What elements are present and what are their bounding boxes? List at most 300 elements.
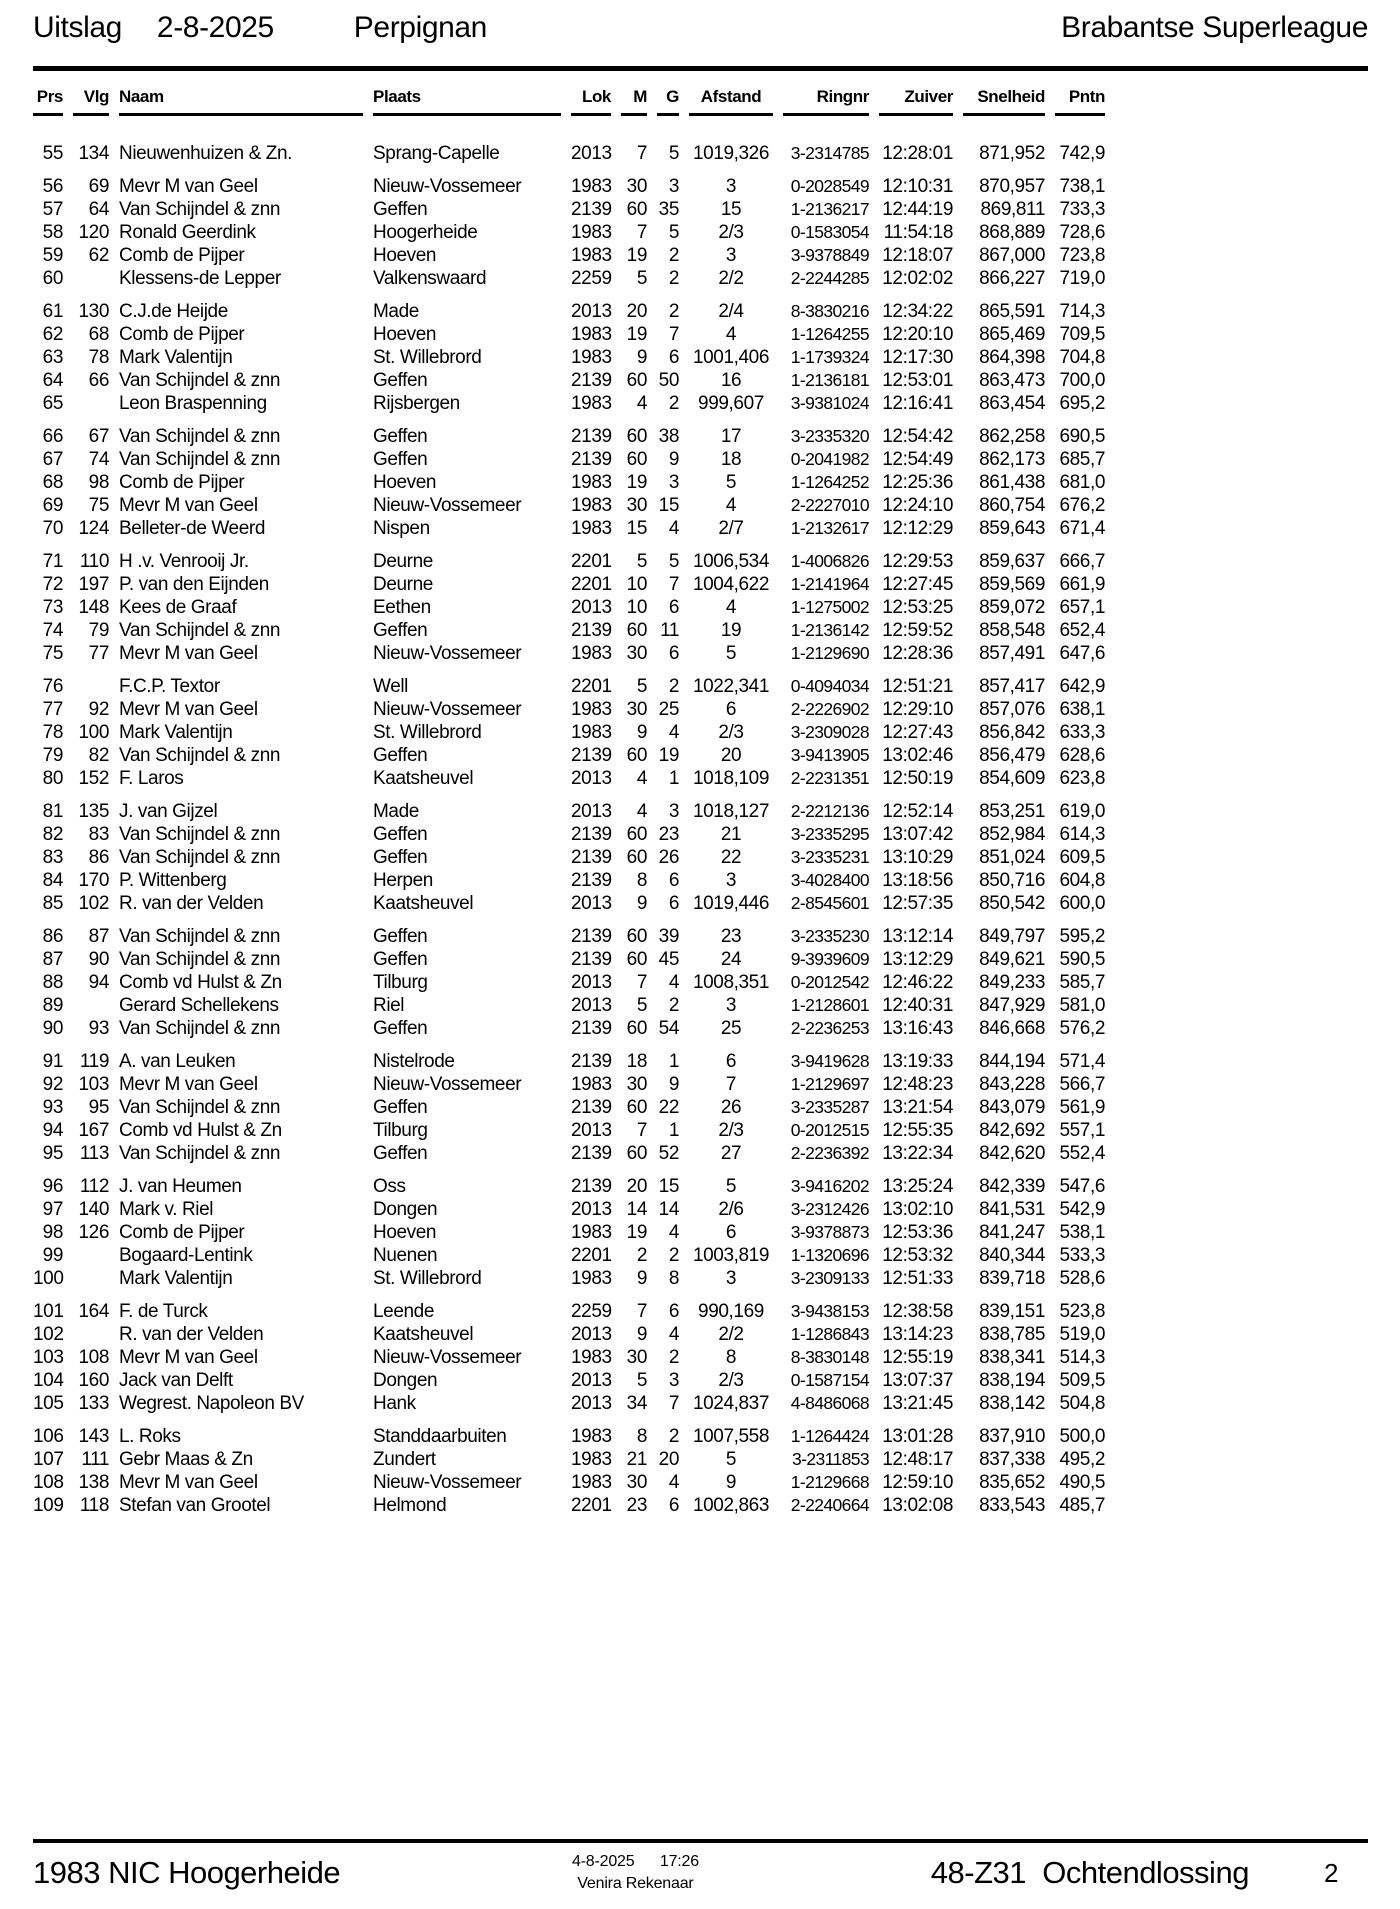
cell-pntn: 657,1 — [1059, 597, 1105, 618]
table-row — [33, 1471, 1368, 1494]
cell-g: 22 — [658, 1097, 679, 1118]
results-table — [33, 142, 1368, 1517]
cell-snelheid: 838,142 — [979, 1393, 1045, 1414]
cell-snelheid: 857,491 — [979, 643, 1045, 664]
column-header-snelheid: Snelheid — [963, 87, 1045, 116]
cell-vlg — [73, 1267, 109, 1290]
cell-zuiver: 13:21:54 — [882, 1097, 953, 1118]
cell-afstand: 2/3 — [718, 1370, 744, 1391]
cell-prs: 88 — [42, 972, 63, 993]
cell-naam: Gebr Maas & Zn — [119, 1449, 253, 1470]
cell-prs: 96 — [42, 1176, 63, 1197]
cell-pntn: 690,5 — [1059, 426, 1105, 447]
cell-vlg: 130 — [78, 301, 109, 322]
cell-plaats: Geffen — [373, 1018, 428, 1039]
cell-plaats: Standdaarbuiten — [373, 1426, 507, 1447]
cell-lok: 1983 — [571, 1472, 612, 1493]
cell-prs: 107 — [33, 1449, 64, 1470]
cell-g: 5 — [668, 222, 679, 243]
print-datetime: 4-8-2025 17:26 — [571, 1852, 699, 1870]
cell-plaats: St. Willebrord — [373, 1268, 482, 1289]
cell-plaats: Hank — [373, 1393, 416, 1414]
cell-prs: 106 — [33, 1426, 64, 1447]
cell-lok: 2139 — [571, 847, 612, 868]
cell-vlg: 119 — [79, 1051, 109, 1072]
cell-vlg: 170 — [78, 870, 109, 891]
cell-naam: P. van den Eijnden — [119, 574, 269, 595]
cell-afstand: 990,169 — [698, 1301, 764, 1322]
column-header-naam: Naam — [119, 87, 363, 116]
cell-prs: 86 — [42, 926, 63, 947]
cell-afstand: 1003,819 — [692, 1245, 770, 1266]
cell-pntn: 571,4 — [1059, 1051, 1105, 1072]
table-row — [33, 346, 1368, 369]
cell-plaats: Leende — [373, 1301, 435, 1322]
cell-snelheid: 871,952 — [979, 143, 1045, 164]
cell-prs: 78 — [42, 722, 63, 743]
cell-naam: Jack van Delft — [119, 1370, 233, 1391]
cell-pntn: 742,9 — [1059, 143, 1105, 164]
cell-afstand: 5 — [725, 643, 737, 664]
cell-snelheid: 842,339 — [979, 1176, 1045, 1197]
cell-g: 2 — [668, 301, 679, 322]
cell-naam: Mevr M van Geel — [119, 699, 258, 720]
cell-plaats: Tilburg — [373, 1120, 428, 1141]
cell-m: 20 — [626, 301, 647, 322]
cell-pntn: 500,0 — [1059, 1426, 1105, 1447]
cell-pntn: 723,8 — [1059, 245, 1105, 266]
cell-m: 60 — [626, 370, 647, 391]
cell-vlg: 134 — [78, 143, 109, 164]
cell-plaats: Riel — [373, 995, 405, 1016]
cell-ringnr: 0-2041982 — [790, 449, 869, 469]
cell-m: 7 — [636, 1120, 647, 1141]
cell-plaats: Dongen — [373, 1370, 438, 1391]
cell-snelheid: 859,637 — [979, 551, 1045, 572]
cell-m: 5 — [636, 676, 647, 697]
cell-prs: 104 — [33, 1370, 64, 1391]
league-name: Brabantse Superleague — [1061, 11, 1368, 44]
cell-afstand: 2/3 — [718, 222, 744, 243]
table-row — [33, 1369, 1368, 1392]
cell-g: 1 — [668, 768, 679, 789]
cell-prs: 62 — [42, 324, 63, 345]
cell-snelheid: 852,984 — [979, 824, 1045, 845]
cell-ringnr: 0-2012542 — [790, 972, 869, 992]
table-row — [33, 392, 1368, 415]
cell-vlg: 66 — [88, 370, 109, 391]
cell-pntn: 709,5 — [1059, 324, 1105, 345]
cell-prs: 61 — [42, 301, 63, 322]
cell-naam: Van Schijndel & znn — [119, 370, 281, 391]
cell-ringnr: 1-1286843 — [790, 1324, 869, 1344]
cell-snelheid: 862,258 — [979, 426, 1045, 447]
cell-plaats: Eethen — [373, 597, 431, 618]
row-group — [33, 675, 1368, 790]
cell-plaats: Geffen — [373, 847, 428, 868]
cell-g: 39 — [658, 926, 679, 947]
cell-lok: 1983 — [571, 393, 612, 414]
cell-snelheid: 838,194 — [979, 1370, 1045, 1391]
cell-ringnr: 3-2312426 — [790, 1199, 869, 1219]
cell-vlg: 167 — [78, 1120, 109, 1141]
cell-g: 4 — [668, 518, 679, 539]
cell-plaats: Dongen — [373, 1199, 438, 1220]
column-header-g: G — [657, 87, 679, 116]
row-group — [33, 300, 1368, 415]
cell-snelheid: 842,692 — [979, 1120, 1045, 1141]
cell-lok: 1983 — [571, 699, 612, 720]
cell-m: 9 — [636, 893, 647, 914]
cell-m: 15 — [626, 518, 647, 539]
cell-afstand: 5 — [725, 1449, 737, 1470]
cell-ringnr: 1-1320696 — [790, 1245, 869, 1265]
cell-afstand: 1019,326 — [692, 143, 770, 164]
cell-g: 2 — [668, 676, 679, 697]
cell-g: 4 — [668, 1222, 679, 1243]
cell-ringnr: 1-2136217 — [790, 199, 869, 219]
cell-pntn: 704,8 — [1059, 347, 1105, 368]
cell-lok: 2139 — [571, 1018, 612, 1039]
cell-naam: F.C.P. Textor — [119, 676, 220, 697]
cell-g: 54 — [658, 1018, 679, 1039]
cell-naam: Stefan van Grootel — [119, 1495, 271, 1516]
cell-m: 7 — [636, 972, 647, 993]
cell-plaats: Geffen — [373, 824, 428, 845]
cell-prs: 58 — [42, 222, 63, 243]
cell-ringnr: 2-2244285 — [790, 268, 869, 288]
cell-snelheid: 837,910 — [979, 1426, 1045, 1447]
cell-zuiver: 12:48:17 — [882, 1449, 953, 1470]
cell-afstand: 26 — [720, 1097, 742, 1118]
cell-ringnr: 1-2129690 — [790, 643, 869, 663]
cell-prs: 83 — [42, 847, 63, 868]
cell-ringnr: 3-2335230 — [790, 926, 869, 946]
table-row — [33, 869, 1368, 892]
cell-prs: 76 — [42, 676, 63, 697]
cell-afstand: 20 — [720, 745, 742, 766]
table-row — [33, 994, 1368, 1017]
cell-naam: Van Schijndel & znn — [119, 847, 281, 868]
cell-zuiver: 12:52:14 — [882, 801, 953, 822]
cell-pntn: 719,0 — [1059, 268, 1105, 289]
cell-afstand: 6 — [725, 1222, 737, 1243]
cell-lok: 2201 — [571, 1495, 612, 1516]
cell-pntn: 652,4 — [1059, 620, 1105, 641]
cell-vlg: 120 — [78, 222, 109, 243]
cell-snelheid: 865,591 — [979, 301, 1045, 322]
header-divider — [33, 66, 1368, 71]
table-row — [33, 800, 1368, 823]
row-group — [33, 142, 1368, 165]
table-row — [33, 1142, 1368, 1165]
cell-zuiver: 12:38:58 — [882, 1301, 953, 1322]
cell-snelheid: 849,797 — [979, 926, 1045, 947]
cell-prs: 90 — [42, 1018, 63, 1039]
cell-pntn: 619,0 — [1059, 801, 1105, 822]
cell-prs: 94 — [42, 1120, 63, 1141]
cell-prs: 56 — [42, 176, 63, 197]
cell-ringnr: 3-2311853 — [792, 1449, 869, 1469]
cell-naam: Comb de Pijper — [119, 472, 245, 493]
cell-plaats: Hoeven — [373, 472, 437, 493]
cell-lok: 1983 — [571, 347, 612, 368]
table-row — [33, 1267, 1368, 1290]
cell-ringnr: 1-4006826 — [790, 551, 869, 571]
cell-lok: 2013 — [571, 1393, 612, 1414]
cell-ringnr: 3-2335287 — [790, 1097, 869, 1117]
cell-g: 45 — [658, 949, 679, 970]
cell-pntn: 647,6 — [1059, 643, 1105, 664]
cell-m: 30 — [626, 495, 647, 516]
cell-pntn: 519,0 — [1059, 1324, 1105, 1345]
cell-g: 7 — [668, 324, 679, 345]
cell-snelheid: 867,000 — [979, 245, 1045, 266]
cell-g: 6 — [668, 597, 679, 618]
cell-afstand: 21 — [720, 824, 742, 845]
cell-zuiver: 13:02:10 — [882, 1199, 953, 1220]
cell-ringnr: 3-9413905 — [790, 745, 869, 765]
cell-vlg: 82 — [88, 745, 109, 766]
cell-zuiver: 12:34:22 — [882, 301, 953, 322]
cell-g: 15 — [658, 1176, 679, 1197]
cell-lok: 2013 — [571, 1120, 612, 1141]
cell-zuiver: 13:14:23 — [882, 1324, 953, 1345]
cell-naam: Comb vd Hulst & Zn — [119, 972, 282, 993]
cell-lok: 2139 — [571, 1143, 612, 1164]
cell-vlg: 93 — [88, 1018, 109, 1039]
cell-g: 2 — [668, 1245, 679, 1266]
cell-prs: 79 — [42, 745, 63, 766]
cell-zuiver: 13:25:24 — [882, 1176, 953, 1197]
cell-ringnr: 3-2335320 — [790, 426, 869, 446]
cell-pntn: 733,3 — [1059, 199, 1105, 220]
row-group — [33, 175, 1368, 290]
cell-plaats: Well — [373, 676, 408, 697]
cell-zuiver: 12:25:36 — [882, 472, 953, 493]
cell-snelheid: 838,785 — [979, 1324, 1045, 1345]
table-row — [33, 642, 1368, 665]
cell-pntn: 604,8 — [1059, 870, 1105, 891]
cell-g: 6 — [668, 870, 679, 891]
cell-zuiver: 12:54:49 — [882, 449, 953, 470]
cell-ringnr: 3-9419628 — [790, 1051, 869, 1071]
cell-prs: 102 — [33, 1324, 64, 1345]
cell-lok: 2139 — [571, 199, 612, 220]
cell-zuiver: 12:53:01 — [882, 370, 953, 391]
cell-g: 9 — [668, 449, 679, 470]
cell-prs: 77 — [42, 699, 63, 720]
cell-snelheid: 849,621 — [979, 949, 1045, 970]
cell-m: 60 — [626, 199, 647, 220]
cell-afstand: 1018,127 — [692, 801, 770, 822]
table-row — [33, 1425, 1368, 1448]
cell-naam: Bogaard-Lentink — [119, 1245, 253, 1266]
cell-pntn: 623,8 — [1059, 768, 1105, 789]
cell-afstand: 5 — [725, 472, 737, 493]
cell-zuiver: 12:18:07 — [882, 245, 953, 266]
cell-naam: Wegrest. Napoleon BV — [119, 1393, 304, 1414]
cell-prs: 67 — [42, 449, 63, 470]
cell-snelheid: 864,398 — [979, 347, 1045, 368]
cell-ringnr: 8-3830148 — [790, 1347, 869, 1367]
cell-m: 5 — [636, 551, 647, 572]
cell-vlg: 75 — [88, 495, 109, 516]
cell-vlg: 164 — [78, 1301, 109, 1322]
cell-vlg: 110 — [79, 551, 109, 572]
cell-pntn: 528,6 — [1059, 1268, 1105, 1289]
cell-pntn: 509,5 — [1059, 1370, 1105, 1391]
cell-snelheid: 851,024 — [979, 847, 1045, 868]
table-row — [33, 323, 1368, 346]
cell-pntn: 600,0 — [1059, 893, 1105, 914]
cell-plaats: St. Willebrord — [373, 347, 482, 368]
cell-m: 30 — [626, 1347, 647, 1368]
cell-afstand: 4 — [725, 324, 737, 345]
cell-pntn: 661,9 — [1059, 574, 1105, 595]
cell-vlg: 143 — [78, 1426, 109, 1447]
cell-pntn: 595,2 — [1059, 926, 1105, 947]
cell-plaats: Made — [373, 301, 419, 322]
cell-ringnr: 3-9378849 — [790, 245, 869, 265]
cell-afstand: 1001,406 — [692, 347, 770, 368]
cell-plaats: Nieuw-Vossemeer — [373, 495, 522, 516]
cell-g: 11 — [660, 620, 679, 641]
cell-lok: 2013 — [571, 597, 612, 618]
cell-afstand: 25 — [720, 1018, 742, 1039]
cell-naam: R. van der Velden — [119, 893, 264, 914]
cell-vlg: 100 — [78, 722, 109, 743]
cell-prs: 98 — [42, 1222, 63, 1243]
cell-naam: Nieuwenhuizen & Zn. — [119, 143, 293, 164]
row-group — [33, 425, 1368, 540]
cell-zuiver: 12:51:21 — [882, 676, 953, 697]
cell-lok: 1983 — [571, 1074, 612, 1095]
column-header-lok: Lok — [571, 87, 611, 116]
cell-snelheid: 868,889 — [979, 222, 1045, 243]
cell-vlg: 160 — [78, 1370, 109, 1391]
cell-g: 2 — [668, 268, 679, 289]
table-row — [33, 573, 1368, 596]
cell-m: 60 — [626, 745, 647, 766]
cell-ringnr: 1-1739324 — [790, 347, 869, 367]
row-group — [33, 800, 1368, 915]
cell-prs: 103 — [33, 1347, 64, 1368]
cell-g: 7 — [668, 1393, 679, 1414]
cell-m: 60 — [626, 1143, 647, 1164]
column-header-prs: Prs — [33, 87, 63, 116]
cell-vlg: 86 — [88, 847, 109, 868]
cell-ringnr: 0-1587154 — [790, 1370, 869, 1390]
cell-vlg: 113 — [79, 1143, 109, 1164]
cell-vlg: 140 — [78, 1199, 109, 1220]
cell-snelheid: 841,247 — [979, 1222, 1045, 1243]
cell-naam: F. Laros — [119, 768, 184, 789]
cell-naam: Van Schijndel & znn — [119, 1097, 281, 1118]
cell-vlg: 62 — [88, 245, 109, 266]
cell-m: 60 — [626, 847, 647, 868]
cell-g: 52 — [658, 1143, 679, 1164]
cell-ringnr: 0-2012515 — [790, 1120, 869, 1140]
cell-zuiver: 12:59:52 — [882, 620, 953, 641]
cell-m: 10 — [626, 597, 647, 618]
table-row — [33, 1323, 1368, 1346]
cell-g: 2 — [668, 245, 679, 266]
cell-plaats: Deurne — [373, 574, 433, 595]
cell-snelheid: 847,929 — [979, 995, 1045, 1016]
cell-prs: 80 — [42, 768, 63, 789]
cell-zuiver: 12:53:25 — [882, 597, 953, 618]
cell-plaats: Kaatsheuvel — [373, 893, 474, 914]
cell-ringnr: 3-2314785 — [790, 143, 869, 163]
cell-g: 6 — [668, 1301, 679, 1322]
cell-zuiver: 12:20:10 — [882, 324, 953, 345]
cell-pntn: 642,9 — [1059, 676, 1105, 697]
cell-lok: 2013 — [571, 801, 612, 822]
cell-snelheid: 837,338 — [979, 1449, 1045, 1470]
table-row — [33, 925, 1368, 948]
cell-pntn: 557,1 — [1059, 1120, 1105, 1141]
cell-snelheid: 843,228 — [979, 1074, 1045, 1095]
cell-pntn: 614,3 — [1059, 824, 1105, 845]
cell-g: 5 — [668, 143, 679, 164]
cell-m: 30 — [626, 176, 647, 197]
cell-g: 3 — [668, 176, 679, 197]
race-date: 2-8-2025 — [156, 11, 274, 44]
cell-prs: 57 — [42, 199, 63, 220]
cell-pntn: 495,2 — [1059, 1449, 1105, 1470]
cell-g: 1 — [668, 1120, 679, 1141]
cell-naam: Van Schijndel & znn — [119, 1018, 281, 1039]
cell-g: 14 — [658, 1199, 679, 1220]
cell-m: 34 — [626, 1393, 647, 1414]
cell-prs: 72 — [42, 574, 63, 595]
cell-afstand: 1008,351 — [692, 972, 770, 993]
cell-plaats: Geffen — [373, 1143, 428, 1164]
cell-naam: Mevr M van Geel — [119, 1074, 258, 1095]
cell-ringnr: 2-2240664 — [790, 1495, 869, 1515]
cell-g: 23 — [658, 824, 679, 845]
cell-m: 8 — [636, 1426, 647, 1447]
cell-ringnr: 1-2129697 — [790, 1074, 869, 1094]
cell-zuiver: 13:12:29 — [882, 949, 953, 970]
cell-g: 50 — [658, 370, 679, 391]
cell-pntn: 542,9 — [1059, 1199, 1105, 1220]
cell-prs: 95 — [42, 1143, 63, 1164]
cell-plaats: Hoeven — [373, 1222, 437, 1243]
report-type-label: Uitslag — [33, 11, 122, 44]
cell-snelheid: 850,716 — [979, 870, 1045, 891]
cell-g: 2 — [668, 1347, 679, 1368]
cell-pntn: 714,3 — [1059, 301, 1105, 322]
cell-pntn: 585,7 — [1059, 972, 1105, 993]
cell-plaats: Herpen — [373, 870, 433, 891]
cell-m: 7 — [636, 1301, 647, 1322]
table-row — [33, 198, 1368, 221]
cell-afstand: 2/6 — [718, 1199, 744, 1220]
club-name: 1983 NIC Hoogerheide — [33, 1855, 341, 1890]
table-row — [33, 517, 1368, 540]
cell-zuiver: 12:53:32 — [882, 1245, 953, 1266]
cell-ringnr: 3-2335295 — [790, 824, 869, 844]
cell-plaats: Rijsbergen — [373, 393, 460, 414]
cell-afstand: 27 — [720, 1143, 742, 1164]
cell-naam: Van Schijndel & znn — [119, 449, 281, 470]
cell-ringnr: 1-2129668 — [790, 1472, 869, 1492]
cell-prs: 84 — [42, 870, 63, 891]
cell-ringnr: 1-2136181 — [790, 370, 869, 390]
cell-lok: 2139 — [571, 824, 612, 845]
